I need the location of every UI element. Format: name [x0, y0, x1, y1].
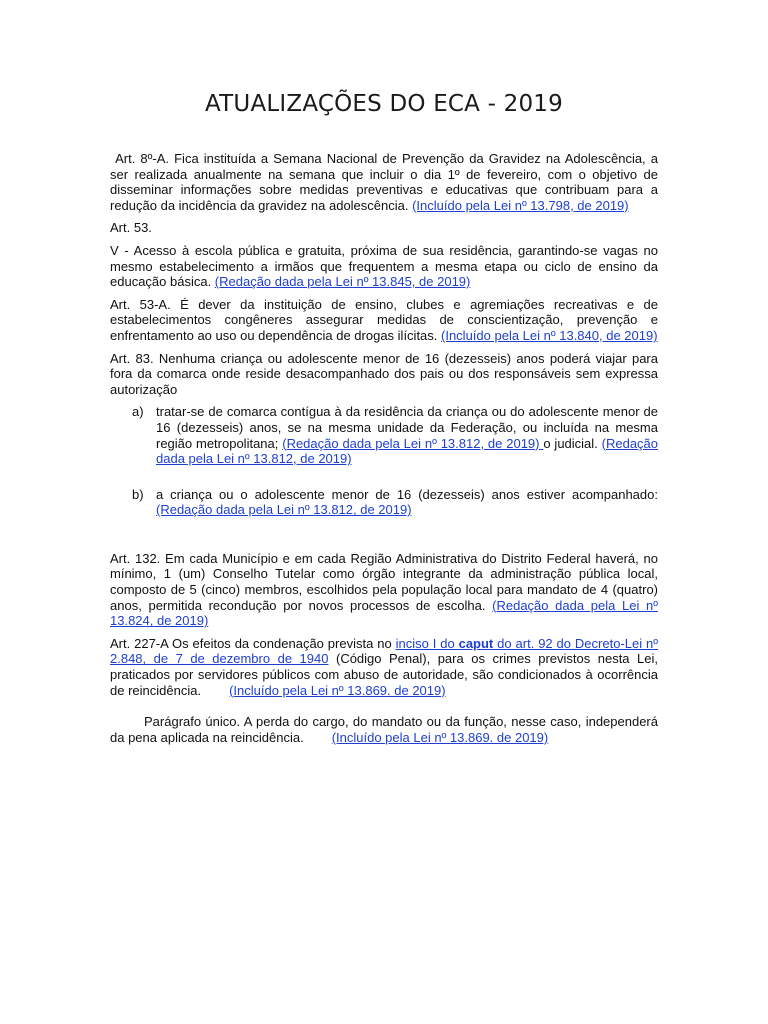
art-227a-law-link[interactable]: (Incluído pela Lei nº 13.869. de 2019): [229, 682, 446, 698]
art-132-paragraph: [110, 551, 658, 629]
art-227a-text: Art. 227-A Os efeitos da condenação prevista no: [110, 635, 396, 651]
art-83-paragraph: Art. 83. Nenhuma criança ou adolescente menor de 16 (dezesseis) anos poderá viajar para fora da comarca onde reside desacompanhado dos pais ou dos responsáveis sem expressa autorização: [110, 350, 658, 397]
decree-link-caput: caput: [458, 635, 494, 651]
item-marker: a): [132, 404, 144, 420]
art-132-law-link[interactable]: (Redação dada pela Lei nº 13.824, de 2019): [110, 597, 658, 629]
art-83-item-a: [110, 404, 658, 466]
art-53-heading: Art. 53.: [110, 220, 152, 236]
item-b-text: a criança ou o adolescente menor de 16 (dezesseis) anos estiver acompanhado:: [156, 486, 658, 502]
art-53-law-link[interactable]: (Redação dada pela Lei nº 13.845, de 2019): [214, 274, 471, 290]
art-53-text: V - Acesso à escola pública e gratuita, próxima de sua residência, garantindo-se vagas no mesmo estabelecimento a irmãos que frequentem a mesma etapa ou ciclo de ensino da educação básica.: [110, 242, 658, 290]
item-a-text: tratar-se de comarca contígua à da residência da criança ou do adolescente menor de 16 (dezesseis) anos, se na mesma unidade da Federação, ou incluída na mesma região metropolitana;: [156, 404, 658, 451]
art-83-item-b: [110, 487, 658, 518]
art-53a-law-link[interactable]: (Incluído pela Lei nº 13.840, de 2019): [441, 327, 658, 343]
art-8a-law-link[interactable]: (Incluído pela Lei nº 13.798, de 2019): [412, 197, 629, 213]
item-a-text-2: o judicial.: [543, 435, 602, 451]
item-a-law-link-1[interactable]: (Redação dada pela Lei nº 13.812, de 2019): [282, 435, 544, 451]
decree-link-part-b: do art. 92 do Decreto-Lei nº 2.848, de 7 de dezembro de 1940: [110, 635, 658, 667]
art-132-text: Art. 132. Em cada Município e em cada Região Administrativa do Distrito Federal haverá, no mínimo, 1 (um) Conselho Tutelar como órgão integrante da administração pública local, composto de 5 (cinco) membros, escolhidos pela população local para mandato de 4 (quatro) anos, permitida recondução por novos processos de escolha.: [110, 550, 658, 613]
decree-link-part-a: inciso I do: [395, 635, 459, 651]
art-53a-text: Art. 53-A. É dever da instituição de ensino, clubes e agremiações recreativas e de estabelecimentos congêneres assegurar medidas de conscientização, prevenção e enfrentamento ao uso ou dependência de drogas ilícitas.: [110, 296, 658, 343]
art-53-paragraph: [110, 243, 658, 290]
document-title: ATUALIZAÇÕES DO ECA - 2019: [205, 91, 563, 117]
art-8a-paragraph: [110, 151, 658, 213]
paragrafo-unico: [110, 714, 658, 745]
art-227a-text-2: (Código Penal), para os crimes previstos nesta Lei, praticados por servidores públicos com abuso de autoridade, são condicionados à ocorrência de reincidência.: [110, 651, 658, 698]
item-marker: b): [132, 486, 144, 502]
art-53a-paragraph: [110, 297, 658, 344]
paragrafo-unico-law-link[interactable]: (Incluído pela Lei nº 13.869. de 2019): [331, 729, 549, 745]
document-body: [110, 151, 658, 745]
art-227a-paragraph: [110, 636, 658, 698]
art-8a-text: Art. 8º-A. Fica instituída a Semana Nacional de Prevenção da Gravidez na Adolescência, a ser realizada anualmente na semana que incluir o dia 1º de fevereiro, com o objetivo de disseminar informações sobre medidas preventivas e educativas que contribuam para a redução da incidência da gravidez na adolescência.: [110, 151, 658, 213]
item-b-law-link[interactable]: (Redação dada pela Lei nº 13.812, de 2019): [156, 502, 412, 518]
paragrafo-unico-text: Parágrafo único. A perda do cargo, do mandato ou da função, nesse caso, independerá da pena aplicada na reincidência.: [110, 714, 658, 745]
item-a-law-link-2[interactable]: (Redação dada pela Lei nº 13.812, de 2019): [156, 435, 659, 467]
art-83-item-list: [110, 404, 658, 518]
